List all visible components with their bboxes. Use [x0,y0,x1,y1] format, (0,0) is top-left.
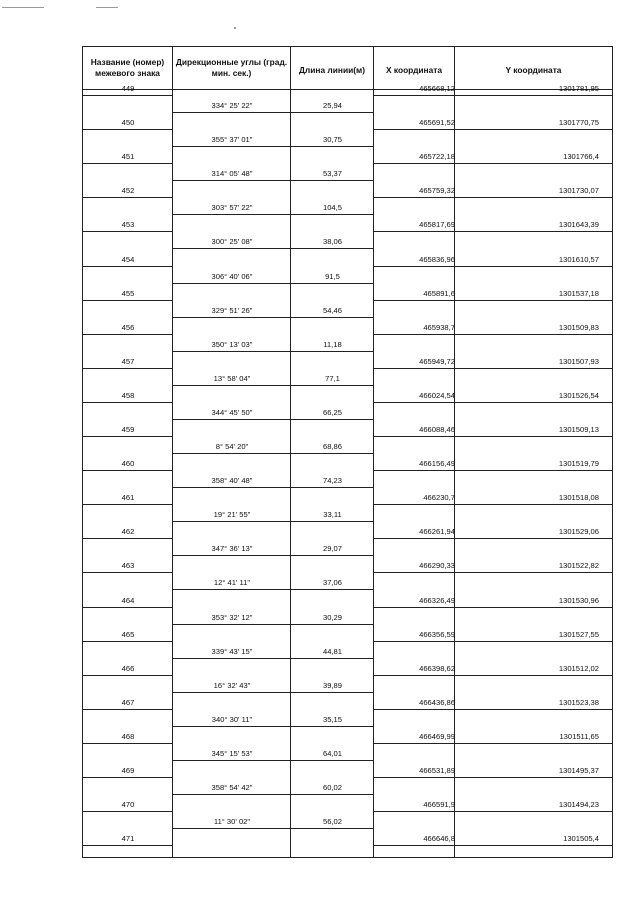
point-number: 466 [121,664,135,673]
row-underline [83,777,172,778]
row-underline [455,607,612,608]
point-number: 469 [121,766,135,775]
row-underline [291,760,373,761]
row-underline [374,607,454,608]
row-underline [374,436,454,437]
row-underline [83,436,172,437]
row-underline [455,743,612,744]
row-underline [173,112,290,113]
row-underline [291,214,373,215]
scan-mark [96,7,118,8]
y-coordinate: 1301643,39 [558,220,599,229]
row-underline [83,607,172,608]
point-number: 449 [121,84,135,93]
row-underline [173,453,290,454]
point-number: 453 [121,220,135,229]
directional-angle: 353° 32' 12" [211,613,253,622]
directional-angle: 355° 37' 01" [211,135,253,144]
row-underline [374,743,454,744]
directional-angle: 358° 54' 42" [211,783,253,792]
row-underline [374,334,454,335]
line-length: 44,81 [322,647,342,656]
directional-angle: 303° 57' 22" [211,203,253,212]
line-length: 35,15 [322,715,342,724]
row-underline [173,692,290,693]
x-coordinate: 466436,86 [419,698,455,707]
row-underline [374,709,454,710]
row-underline [374,641,454,642]
row-underline [83,641,172,642]
point-number: 456 [121,323,135,332]
row-underline [455,163,612,164]
header-y: Y координата [505,64,562,75]
point-number: 460 [121,459,135,468]
line-length: 53,37 [322,169,342,178]
directional-angle: 340° 30' 11" [211,715,253,724]
point-number: 465 [121,630,135,639]
x-coordinate: 465817,69 [419,220,455,229]
directional-angle: 306° 40' 06" [211,272,253,281]
x-coordinate: 465668,12 [419,84,455,93]
line-length: 38,06 [322,237,342,246]
row-underline [173,317,290,318]
row-underline [173,555,290,556]
x-coordinate: 465891,6 [423,289,455,298]
point-number: 464 [121,596,135,605]
row-underline [455,95,612,96]
y-coordinate: 1301527,55 [558,630,599,639]
y-coordinate: 1301530,96 [558,596,599,605]
row-underline [455,572,612,573]
directional-angle: 339° 43' 15" [211,647,253,656]
row-underline [291,283,373,284]
y-coordinate: 1301526,54 [558,391,599,400]
point-number: 462 [121,527,135,536]
y-coordinate: 1301537,18 [558,289,599,298]
row-underline [173,180,290,181]
y-coordinate: 1301512,02 [558,664,599,673]
y-coordinate: 1301518,08 [558,493,599,502]
row-underline [173,248,290,249]
row-underline [291,828,373,829]
line-length: 30,29 [322,613,342,622]
point-number: 467 [121,698,135,707]
row-underline [173,658,290,659]
x-coordinate: 466326,49 [419,596,455,605]
row-underline [374,538,454,539]
directional-angle: 347° 36' 13" [211,544,253,553]
x-coordinate: 465759,32 [419,186,455,195]
line-length: 104,5 [322,203,342,212]
row-underline [291,419,373,420]
row-underline [83,845,172,846]
line-length: 39,89 [322,681,342,690]
line-length: 66,25 [322,408,342,417]
row-underline [83,743,172,744]
row-underline [173,794,290,795]
scan-mark [2,7,44,8]
row-underline [173,487,290,488]
row-underline [173,283,290,284]
row-underline [455,334,612,335]
row-underline [83,675,172,676]
point-number: 452 [121,186,135,195]
y-coordinate: 1301511,65 [559,732,599,741]
directional-angle: 8° 54' 20" [215,442,249,451]
row-underline [374,368,454,369]
header-x: X координата [385,64,443,75]
point-number: 470 [121,800,135,809]
row-underline [374,845,454,846]
row-underline [83,334,172,335]
row-underline [83,709,172,710]
row-underline [374,675,454,676]
line-length: 91,5 [325,272,340,281]
row-underline [291,112,373,113]
directional-angle: 11° 30' 02" [213,817,251,826]
row-underline [455,129,612,130]
row-underline [291,351,373,352]
row-underline [455,266,612,267]
row-underline [291,487,373,488]
row-underline [291,317,373,318]
y-coordinate: 1301610,57 [558,255,599,264]
row-underline [455,777,612,778]
line-length: 77,1 [325,374,340,383]
row-underline [83,470,172,471]
row-underline [455,470,612,471]
x-coordinate: 466356,59 [419,630,455,639]
row-underline [291,385,373,386]
row-underline [455,641,612,642]
row-underline [374,129,454,130]
y-coordinate: 1301730,07 [558,186,599,195]
line-length: 74,23 [322,476,342,485]
row-underline [374,572,454,573]
directional-angle: 344° 45' 50" [211,408,253,417]
x-coordinate: 465691,52 [419,118,455,127]
row-underline [291,248,373,249]
row-underline [374,266,454,267]
row-underline [455,231,612,232]
row-underline [374,300,454,301]
row-underline [83,163,172,164]
row-underline [291,658,373,659]
x-coordinate: 466469,99 [419,732,455,741]
row-underline [291,794,373,795]
row-underline [173,385,290,386]
row-underline [374,504,454,505]
row-underline [455,368,612,369]
row-underline [173,146,290,147]
y-coordinate: 1301781,95 [558,84,599,93]
row-underline [374,470,454,471]
row-underline [83,402,172,403]
row-underline [83,231,172,232]
row-underline [291,146,373,147]
y-coordinate: 1301509,83 [558,323,599,332]
directional-angle: 13° 58' 04" [213,374,251,383]
point-number: 457 [121,357,135,366]
row-underline [83,368,172,369]
header-angle: Дирекционные углы (град. мин. сек.) [175,57,288,78]
x-coordinate: 465722,18 [419,152,455,161]
row-underline [374,231,454,232]
point-number: 459 [121,425,135,434]
x-coordinate: 466646,8 [423,834,455,843]
directional-angle: 329° 51' 26" [211,306,253,315]
point-number: 458 [121,391,135,400]
x-coordinate: 466531,89 [419,766,455,775]
y-coordinate: 1301509,13 [558,425,599,434]
row-underline [455,402,612,403]
directional-angle: 314° 05' 48" [211,169,253,178]
line-length: 33,11 [323,510,342,519]
row-underline [455,811,612,812]
row-underline [455,436,612,437]
row-underline [83,129,172,130]
line-length: 68,86 [322,442,342,451]
line-length: 37,06 [322,578,342,587]
point-number: 451 [121,152,135,161]
row-underline [83,95,172,96]
row-underline [455,504,612,505]
point-number: 468 [121,732,135,741]
row-underline [83,572,172,573]
point-number: 455 [121,289,135,298]
row-underline [374,95,454,96]
y-coordinate: 1301766,4 [563,152,599,161]
x-coordinate: 466156,49 [419,459,455,468]
line-length: 64,01 [322,749,342,758]
row-underline [291,453,373,454]
row-underline [374,777,454,778]
y-coordinate: 1301495,37 [558,766,599,775]
row-underline [173,589,290,590]
directional-angle: 300° 25' 08" [211,237,253,246]
x-coordinate: 465938,7 [423,323,455,332]
line-length: 30,75 [322,135,342,144]
x-coordinate: 466230,7 [423,493,455,502]
x-coordinate: 466261,94 [419,527,455,536]
row-underline [173,726,290,727]
row-underline [83,197,172,198]
row-underline [374,197,454,198]
row-underline [83,504,172,505]
y-coordinate: 1301523,38 [558,698,599,707]
row-underline [173,419,290,420]
directional-angle: 345° 15' 53" [211,749,253,758]
row-underline [291,624,373,625]
directional-angle: 16° 32' 43" [213,681,251,690]
line-length: 60,02 [322,783,342,792]
line-length: 54,46 [322,306,342,315]
line-length: 29,07 [322,544,342,553]
y-coordinate: 1301519,79 [558,459,599,468]
row-underline [173,828,290,829]
directional-angle: 334° 25' 22" [211,101,253,110]
row-underline [173,624,290,625]
row-underline [291,589,373,590]
row-underline [173,760,290,761]
row-underline [374,811,454,812]
row-underline [83,538,172,539]
row-underline [291,555,373,556]
line-length: 11,18 [323,340,342,349]
row-underline [83,266,172,267]
point-number: 454 [121,255,135,264]
boundary-coordinates-table [82,46,613,858]
directional-angle: 19° 21' 55" [213,510,251,519]
row-underline [173,521,290,522]
row-underline [455,675,612,676]
point-number: 461 [121,493,135,502]
x-coordinate: 466591,9 [423,800,455,809]
directional-angle: 350° 13' 03" [211,340,253,349]
line-length: 25,94 [322,101,342,110]
header-length: Длина линии(м) [298,64,366,75]
x-coordinate: 465836,96 [419,255,455,264]
row-underline [455,845,612,846]
x-coordinate: 466290,33 [419,561,455,570]
row-underline [291,726,373,727]
point-number: 450 [121,118,135,127]
y-coordinate: 1301494,23 [558,800,599,809]
directional-angle: 12° 41' 11" [213,578,251,587]
y-coordinate: 1301505,4 [563,834,599,843]
row-underline [83,811,172,812]
y-coordinate: 1301522,82 [558,561,599,570]
y-coordinate: 1301770,75 [558,118,599,127]
x-coordinate: 466024,54 [419,391,455,400]
y-coordinate: 1301507,93 [558,357,599,366]
row-underline [455,709,612,710]
x-coordinate: 465949,72 [419,357,455,366]
row-underline [455,538,612,539]
point-number: 471 [121,834,135,843]
header-name: Название (номер) межевого знака [90,57,165,78]
scan-speck [234,27,236,29]
point-number: 463 [121,561,135,570]
x-coordinate: 466088,46 [419,425,455,434]
row-underline [374,402,454,403]
row-underline [83,300,172,301]
row-underline [173,214,290,215]
row-underline [291,180,373,181]
x-coordinate: 466398,62 [419,664,455,673]
line-length: 56,02 [322,817,342,826]
row-underline [455,300,612,301]
row-underline [291,521,373,522]
directional-angle: 358° 40' 48" [211,476,253,485]
row-underline [291,692,373,693]
row-underline [455,197,612,198]
row-underline [173,351,290,352]
row-underline [374,163,454,164]
y-coordinate: 1301529,06 [558,527,599,536]
